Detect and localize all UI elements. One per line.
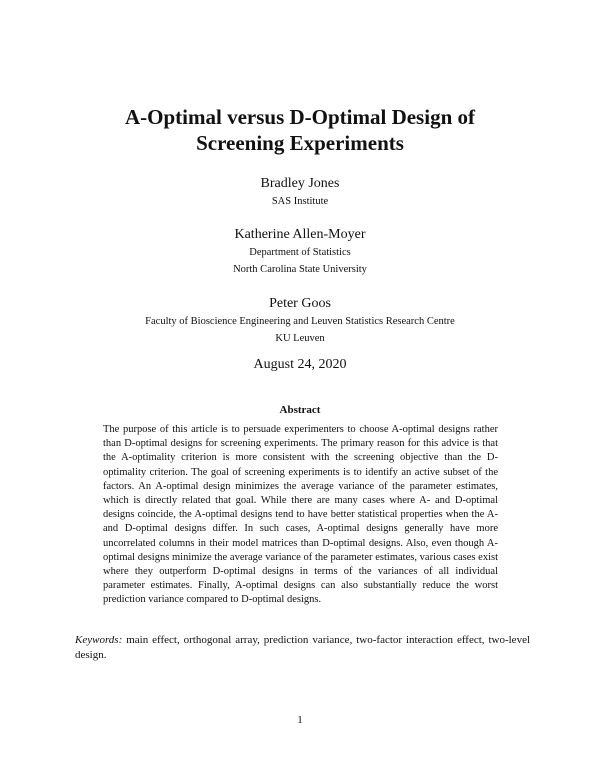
title-line-2: Screening Experiments	[196, 131, 404, 155]
author-affiliation: KU Leuven	[275, 333, 325, 344]
author-name: Peter Goos	[269, 296, 331, 311]
author-name: Katherine Allen-Moyer	[234, 227, 366, 242]
abstract-heading: Abstract	[279, 404, 321, 416]
keywords-label: Keywords:	[75, 634, 123, 646]
page-number: 1	[297, 714, 303, 726]
author-affiliation: Department of Statistics	[249, 247, 351, 258]
author-name: Bradley Jones	[260, 176, 340, 191]
abstract-body: The purpose of this article is to persuade experimenters to choose A-optimal designs rather than D-optimal designs for screening experiments. The primary reason for this advice is that the A-optimality criterion is more consistent with the screening objective than the D-optimality criterion. The goal of screening experiments is to identify an active subset of the factors. An A-optimal design minimizes the average variance of the parameter estimates, which is directly related that goal. While there are many cases where A- and D-optimal designs coincide, the A-optimal designs tend to have better statistical properties when the A- and D-optimal designs differ. In such cases, A-optimal designs generally have more uncorrelated columns in their model matrices than D-optimal designs. Also, even though A-optimal designs minimize the average variance of the parameter estimates, various cases exist where they outperform D-optimal designs in terms of the variances of all individual parameter estimates. Finally, A-optimal designs can also substantially reduce the worst prediction variance compared to D-optimal designs.	[103, 424, 498, 606]
author-affiliation: North Carolina State University	[233, 264, 367, 275]
keywords	[75, 633, 530, 663]
author-block-3	[40, 295, 560, 347]
author-block-2	[40, 226, 560, 278]
keywords-text: main effect, orthogonal array, prediction variance, two-factor interaction effect, two-level design.	[75, 634, 531, 661]
author-block-1	[40, 175, 560, 210]
title-line-1: A-Optimal versus D-Optimal Design of	[125, 105, 475, 129]
paper-date: August 24, 2020	[253, 357, 347, 372]
author-affiliation: Faculty of Bioscience Engineering and Leuven Statistics Research Centre	[145, 316, 455, 327]
paper-title	[50, 104, 550, 156]
author-affiliation: SAS Institute	[271, 196, 329, 207]
